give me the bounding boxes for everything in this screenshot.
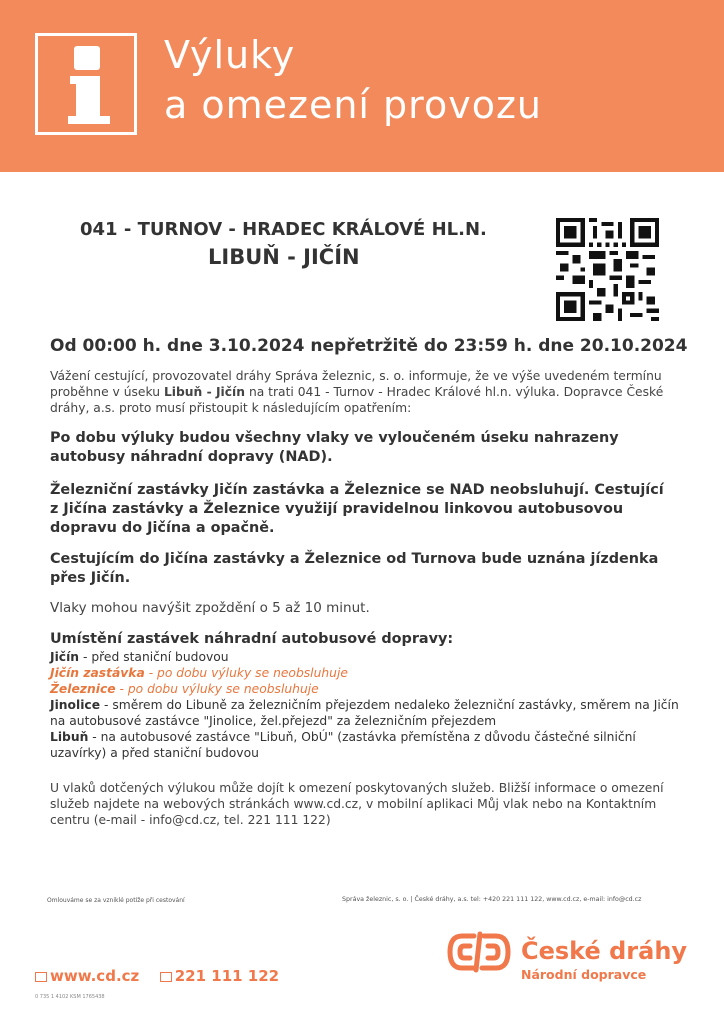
web-icon [35, 972, 47, 982]
contact-bar [35, 967, 279, 985]
location-item-jicin [50, 649, 680, 665]
location-name: Železnice [50, 682, 116, 696]
location-name: Jinolice [50, 698, 101, 712]
brand-subtitle: Národní dopravce [521, 967, 647, 982]
intro-text-1: Vážení cestující, provozovatel dráhy Správa železnic, s. o. informuje, že ve výše uvedeném termínu proběhne v úseku [50, 369, 662, 399]
location-text: - po dobu výluky se neobsluhuje [115, 682, 319, 696]
tickets-paragraph: Cestujícím do Jičína zastávky a Železnice od Turnova bude uznána jízdenka přes Jičín. [50, 551, 659, 586]
location-item-zeleznice [50, 681, 680, 697]
phone-number[interactable]: 221 111 122 [174, 967, 280, 985]
location-text: - na autobusové zastávce "Libuň, ObÚ" (zastávka přemístěna z důvodu částečné silniční uzavírky) a před staniční budovou [50, 730, 636, 760]
operators-contact: Správa železnic, s. o. | České dráhy, a.s. tel: +420 221 111 122, www.cd.cz, e-mail: info@cd.cz [342, 896, 642, 903]
locations-list [50, 649, 680, 761]
web-link[interactable]: www.cd.cz [50, 967, 140, 985]
cd-logo-icon [444, 930, 514, 974]
banner-title-line2: a omezení provozu [164, 83, 542, 127]
location-text: - po dobu výluky se neobsluhuje [144, 666, 348, 680]
nad-paragraph: Po dobu výluky budou všechny vlaky ve vyloučeném úseku nahrazeny autobusy náhradní dopravy (NAD). [50, 430, 619, 465]
document-code: 0 735 1 4102 KSM 1765438 [35, 994, 105, 1000]
section-title: LIBUŇ - JIČÍN [208, 245, 360, 269]
apology-text: Omlouváme se za vzniklé potíže při cestování [47, 897, 185, 904]
location-name: Libuň [50, 730, 89, 744]
banner-title [164, 30, 542, 130]
location-item-libun [50, 729, 680, 761]
service-notice: U vlaků dotčených výlukou může dojít k omezení poskytovaných služeb. Bližší informace o omezení služeb najdete na webových stránkách www.cd.cz, v mobilní aplikaci Můj vlak nebo na Kontaktním centru (e-mail - info@cd.cz, tel. 221 111 122) [50, 781, 664, 827]
location-text: - před staniční budovou [79, 650, 229, 664]
location-text: - směrem do Libuně za železničním přejezdem nedaleko železniční zastávky, směrem na Jičín na autobusové zastávce "Jinolice, žel.přejezd" za železničním přejezdem [50, 698, 679, 728]
location-item-jicin-zastavka [50, 665, 680, 681]
brand-name: České dráhy [521, 937, 688, 965]
intro-paragraph [50, 368, 670, 416]
info-icon [35, 33, 137, 135]
delay-paragraph: Vlaky mohou navýšit zpoždění o 5 až 10 minut. [50, 600, 370, 616]
locations-title: Umístění zastávek náhradní autobusové dopravy: [50, 631, 454, 647]
closure-dates: Od 00:00 h. dne 3.10.2024 nepřetržitě do 23:59 h. dne 20.10.2024 [50, 336, 688, 356]
location-name: Jičín [50, 650, 80, 664]
header-banner [0, 0, 724, 172]
qr-code[interactable] [556, 218, 659, 321]
location-item-jinolice [50, 697, 680, 729]
banner-title-line1: Výluky [164, 33, 296, 77]
location-name: Jičín zastávka [50, 666, 145, 680]
route-title: 041 - TURNOV - HRADEC KRÁLOVÉ HL.N. [80, 219, 487, 240]
intro-section: Libuň - Jičín [163, 385, 246, 399]
stops-paragraph: Železniční zastávky Jičín zastávka a Železnice se NAD neobsluhují. Cestující z Jičína zastávky a Železnice využijí pravidelnou linkovou autobusovou dopravu do Jičína a opačně. [50, 482, 664, 536]
phone-icon [160, 972, 172, 982]
intro-text-2: na trati 041 - Turnov - Hradec Králové hl.n. výluka. Dopravce České dráhy, a.s. proto musí přistoupit k následujícím opatřením: [50, 385, 664, 415]
